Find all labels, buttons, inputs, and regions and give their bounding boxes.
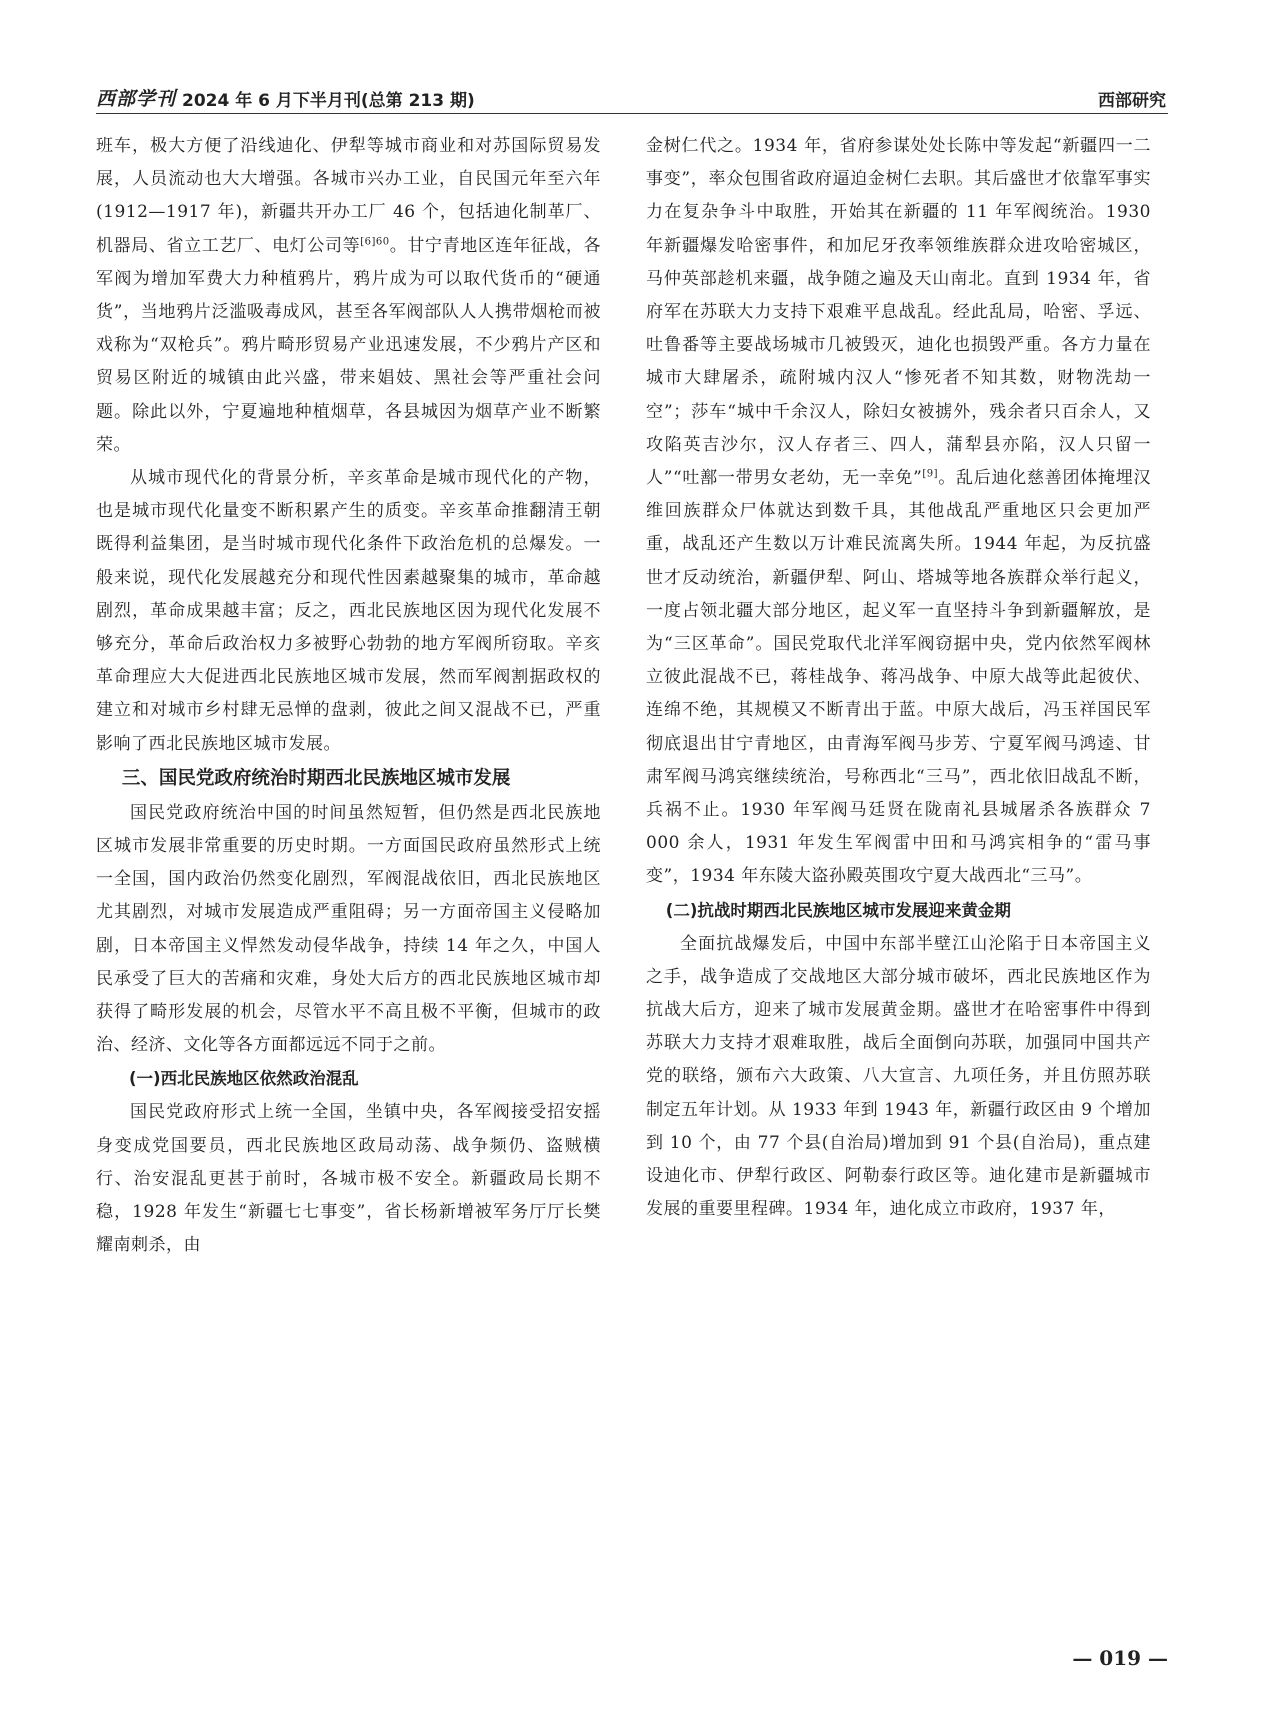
paragraph: 全面抗战爆发后，中国中东部半壁江山沦陷于日本帝国主义之手，战争造成了交战地区大部分城市破坏，西北民族地区作为抗战大后方，迎来了城市发展黄金期。盛世才在哈密事件中得到苏联大力支持才艰难取胜，战后全面倒向苏联，加强同中国共产党的联络，颁布六大政策、八大宣言、九项任务，并且仿照苏联制定五年计划。从 1933 年到 1943 年，新疆行政区由 9 个增加到 10 个，由 77 个县(自治局)增加到 91 个县(自治局)，重点建设迪化市、伊犁行政区、阿勒泰行政区等。迪化建市是新疆城市发展的重要里程碑。1934 年，迪化成立市政府，1937 年， [646,933,1151,1220]
header-rule [96,113,1168,114]
paragraph: 金树仁代之。1934 年，省府参谋处处长陈中等发起“新疆四一二事变”，率众包围省政府逼迫金树仁去职。其后盛世才依靠军事实力在复杂争斗中取胜，开始其在新疆的 11 年军阀统治。1930 年新疆爆发哈密事件，和加尼牙孜率领维族群众进攻哈密城区，马仲英部趁机来疆，战争随之遍及天山南北。直到 1934 年，省府军在苏联大力支持下艰难平息战乱。经此乱局，哈密、孚远、吐鲁番等主要战场城市几被毁灭，迪化也损毁严重。各方力量在城市大肆屠杀，疏附城内汉人“惨死者不知其数，财物洗劫一空”；莎车“城中千余汉人，除妇女被掳外，残余者只百余人，又攻陷英吉沙尔，汉人存者三、四人，蒲犁县亦陷，汉人只留一人”“吐鄯一带男女老幼，无一幸免”[9]。乱后迪化慈善团体掩埋汉维回族群众尸体就达到数千具，其他战乱严重地区只会更加严重，战乱还产生数以万计难民流离失所。1944 年起，为反抗盛世才反动统治，新疆伊犁、阿山、塔城等地各族群众举行起义，一度占领北疆大部分地区，起义军一直坚持斗争到新疆解放，是为“三区革命”。国民党取代北洋军阀窃据中央，党内依然军阀林立彼此混战不已，蒋桂战争、蒋冯战争、中原大战等此起彼伏、连绵不绝，其规模又不断青出于蓝。中原大战后，冯玉祥国民军彻底退出甘宁青地区，由青海军阀马步芳、宁夏军阀马鸿逵、甘肃军阀马鸿宾继续统治，号称西北“三马”，西北依旧战乱不断，兵祸不止。1930 年军阀马廷贤在陇南礼县城屠杀各族群众 7 000 余人，1931 年发生军阀雷中田和马鸿宾相争的“雷马事变”，1934 年东陵大盗孙殿英围攻宁夏大战西北“三马”。 [646,136,1151,887]
citation: [6]60 [360,235,390,247]
subsection-heading: (一)西北民族地区依然政治混乱 [129,1069,359,1089]
page-header [96,84,1166,114]
column-name: 西部研究 [1098,91,1166,111]
left-column [96,130,601,1263]
citation: [9] [922,468,938,480]
right-column [646,130,1151,1227]
paragraph: 班车，极大方便了沿线迪化、伊犁等城市商业和对苏国际贸易发展，人员流动也大大增强。各城市兴办工业，自民国元年至六年(1912—1917 年)，新疆共开办工厂 46 个，包括迪化制革厂、机器局、省立工艺厂、电灯公司等$^{[6]60}$。甘宁青地区连年征战，各军阀为增加军费大力种植鸦片，鸦片成为可以取代货币的“硬通货”，当地鸦片泛滥吸毒成风，甚至各军阀部队人人携带烟枪而被戏称为“双枪兵”。鸦片畸形贸易产业迅速发展，不少鸦片产区和贸易区附近的城镇由此兴盛，带来娼妓、黑社会等严重社会问题。除此以外，宁夏遍地种植烟草，各县城因为烟草产业不断繁荣。 [96,136,602,455]
page-number: — 019 — [1072,1646,1168,1670]
paragraph: 国民党政府形式上统一全国，坐镇中央，各军阀接受招安摇身变成党国要员，西北民族地区政局动荡、战争频仍、盗贼横行、治安混乱更甚于前时，各城市极不安全。新疆政局长期不稳，1928 年发生“新疆七七事变”，省长杨新增被军务厅厅长樊耀南刺杀，由 [96,1102,601,1256]
paragraph: 国民党政府统治中国的时间虽然短暂，但仍然是西北民族地区城市发展非常重要的历史时期。一方面国民政府虽然形式上统一全国，国内政治仍然变化剧烈，军阀混战依旧，西北民族地区尤其剧烈，对城市发展造成严重阻碍；另一方面帝国主义侵略加剧，日本帝国主义悍然发动侵华战争，持续 14 年之久，中国人民承受了巨大的苦痛和灾难，身处大后方的西北民族地区城市却获得了畸形发展的机会，尽管水平不高且极不平衡，但城市的政治、经济、文化等各方面都远远不同于之前。 [96,802,601,1056]
journal-logo: 西部学刊 [96,88,177,110]
issue-info: 2024 年 6 月下半月刊(总第 213 期) [182,91,475,111]
section-heading: 三、国民党政府统治时期西北民族地区城市发展 [121,767,511,789]
paragraph: 从城市现代化的背景分析，辛亥革命是城市现代化的产物，也是城市现代化量变不断积累产生的质变。辛亥革命推翻清王朝既得利益集团，是当时城市现代化条件下政治危机的总爆发。一般来说，现代化发展越充分和现代性因素越聚集的城市，革命越剧烈，革命成果越丰富；反之，西北民族地区因为现代化发展不够充分，革命后政治权力多被野心勃勃的地方军阀所窃取。辛亥革命理应大大促进西北民族地区城市发展，然而军阀割据政权的建立和对城市乡村肆无忌惮的盘剥，彼此之间又混战不已，严重影响了西北民族地区城市发展。 [96,468,601,754]
subsection-heading: (二)抗战时期西北民族地区城市发展迎来黄金期 [665,900,1011,920]
